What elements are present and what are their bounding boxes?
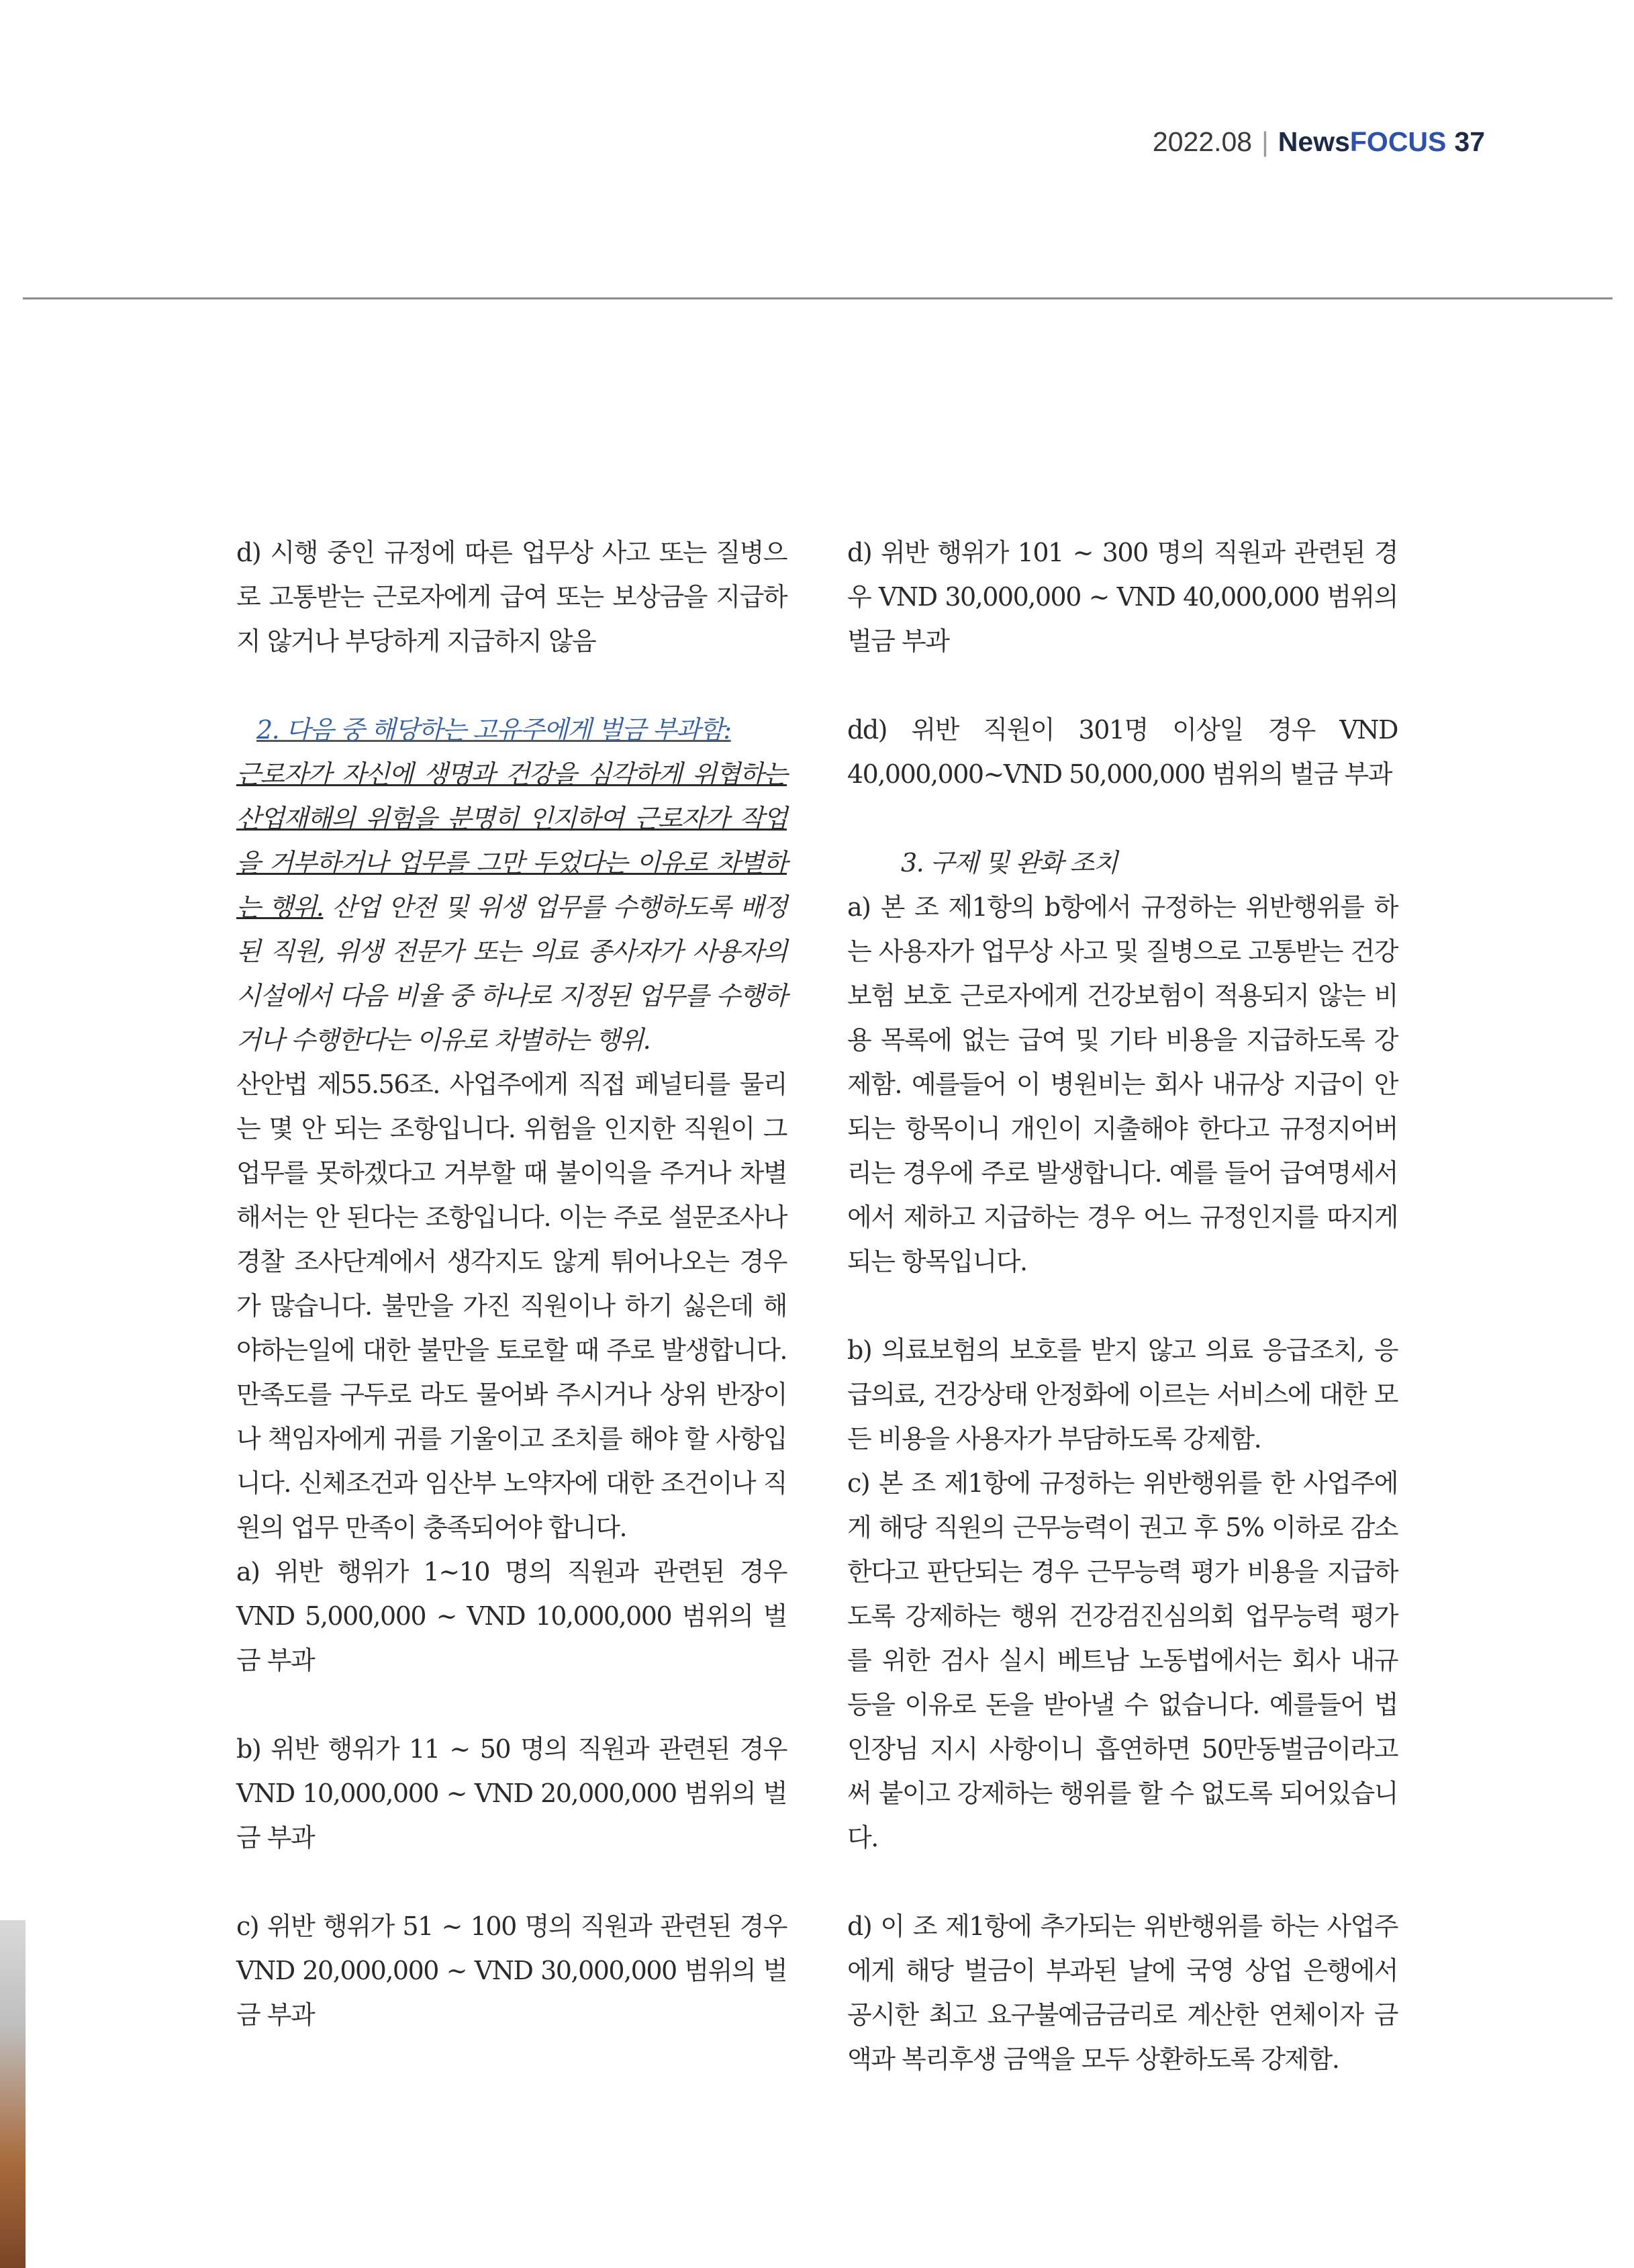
magazine-name-news: News: [1278, 126, 1350, 157]
section-2-body: [236, 752, 787, 1062]
left-column: [236, 530, 787, 2037]
fine-a: a) 위반 행위가 1~10 명의 직원과 관련된 경우 VND 5,000,000 ~ VND 10,000,000 범위의 벌금 부과: [236, 1557, 787, 1675]
fine-b: b) 위반 행위가 11 ~ 50 명의 직원과 관련된 경우 VND 10,000,000 ~ VND 20,000,000 범위의 벌금 부과: [236, 1734, 787, 1852]
section-2-underlined: 근로자가 자신에 생명과 건강을 심각하게 위협하는 산업재해의 위험을 분명히 인지하여 근로자가 작업을 거부하거나 업무를 그만 두었다는 이유로 차별하는 행위.: [236, 759, 787, 922]
commentary: 산안법 제55.56조. 사업주에게 직접 페널티를 물리는 몇 안 되는 조항입니다. 위험을 인지한 직원이 그 업무를 못하겠다고 거부할 때 불이익을 주거나 차별해서는 안 된다는 조항입니다. 이는 주로 설문조사나 경찰 조사단계에서 생각지도 않게 튀어나오는 경우가 많습니다. 불만을 가진 직원이나 하기 싫은데 해야하는일에 대한 불만을 토로할 때 주로 발생합니다. 만족도를 구두로 라도 물어봐 주시거나 상위 반장이나 책임자에게 귀를 기울이고 조치를 해야 할 사항입니다. 신체조건과 임산부 노약자에 대한 조건이나 직원의 업무 만족이 충족되어야 합니다.: [236, 1070, 787, 1542]
header-separator: |: [1261, 126, 1269, 157]
page-number: 37: [1454, 126, 1485, 157]
section-2-heading: 2. 다음 중 해당하는 고유주에게 벌금 부과함:: [256, 715, 731, 745]
remedy-a: a) 본 조 제1항의 b항에서 규정하는 위반행위를 하는 사용자가 업무상 사고 및 질병으로 고통받는 건강보험 보호 근로자에게 건강보험이 적용되지 않는 비용 목록에 없는 급여 및 기타 비용을 지급하도록 강제함. 예를들어 이 병원비는 회사 내규상 지급이 안되는 항목이니 개인이 지출해야 한다고 규정지어버리는 경우에 주로 발생합니다. 예를 들어 급여명세서에서 제하고 지급하는 경우 어느 규정인지를 따지게 되는 항목입니다.: [847, 892, 1398, 1276]
section-2-rest: 산업 안전 및 위생 업무를 수행하도록 배정된 직원, 위생 전문가 또는 의료 종사자가 사용자의 시설에서 다음 비율 중 하나로 지정된 업무를 수행하거나 수행한다는 이유로 차별하는 행위.: [236, 892, 787, 1055]
remedy-b: b) 의료보험의 보호를 받지 않고 의료 응급조치, 응급의료, 건강상태 안정화에 이르는 서비스에 대한 모든 비용을 사용자가 부담하도록 강제함.: [847, 1335, 1398, 1454]
magazine-name-focus: FOCUS: [1349, 126, 1447, 157]
section-3-heading: 3. 구제 및 완화 조치: [901, 848, 1118, 878]
fine-dd: dd) 위반 직원이 301명 이상일 경우 VND 40,000,000~VND 50,000,000 범위의 벌금 부과: [847, 715, 1398, 789]
right-column: [847, 530, 1398, 2081]
fine-c: c) 위반 행위가 51 ~ 100 명의 직원과 관련된 경우 VND 20,000,000 ~ VND 30,000,000 범위의 벌금 부과: [236, 1911, 787, 2030]
page-header: [1153, 126, 1485, 158]
remedy-c: c) 본 조 제1항에 규정하는 위반행위를 한 사업주에게 해당 직원의 근무능력이 권고 후 5% 이하로 감소한다고 판단되는 경우 근무능력 평가 비용을 지급하도록 강제하는 행위 건강검진심의회 업무능력 평가를 위한 검사 실시 베트남 노동법에서는 회사 내규 등을 이유로 돈을 받아낼 수 없습니다. 예를들어 법인장님 지시 사항이니 흡연하면 50만동벌금이라고 써 붙이고 강제하는 행위를 할 수 없도록 되어있습니다.: [847, 1468, 1398, 1852]
remedy-d: d) 이 조 제1항에 추가되는 위반행위를 하는 사업주에게 해당 벌금이 부과된 날에 국영 상업 은행에서 공시한 최고 요구불예금금리로 계산한 연체이자 금액과 복리후생 금액을 모두 상환하도록 강제함.: [847, 1911, 1398, 2074]
item-d: d) 시행 중인 규정에 따른 업무상 사고 또는 질병으로 고통받는 근로자에게 급여 또는 보상금을 지급하지 않거나 부당하게 지급하지 않음: [236, 538, 787, 656]
edge-photo-strip: [0, 1920, 26, 2268]
issue-date: 2022.08: [1152, 126, 1253, 157]
fine-d: d) 위반 행위가 101 ~ 300 명의 직원과 관련된 경우 VND 30,000,000 ~ VND 40,000,000 범위의 벌금 부과: [847, 538, 1398, 656]
header-divider: [23, 297, 1613, 299]
